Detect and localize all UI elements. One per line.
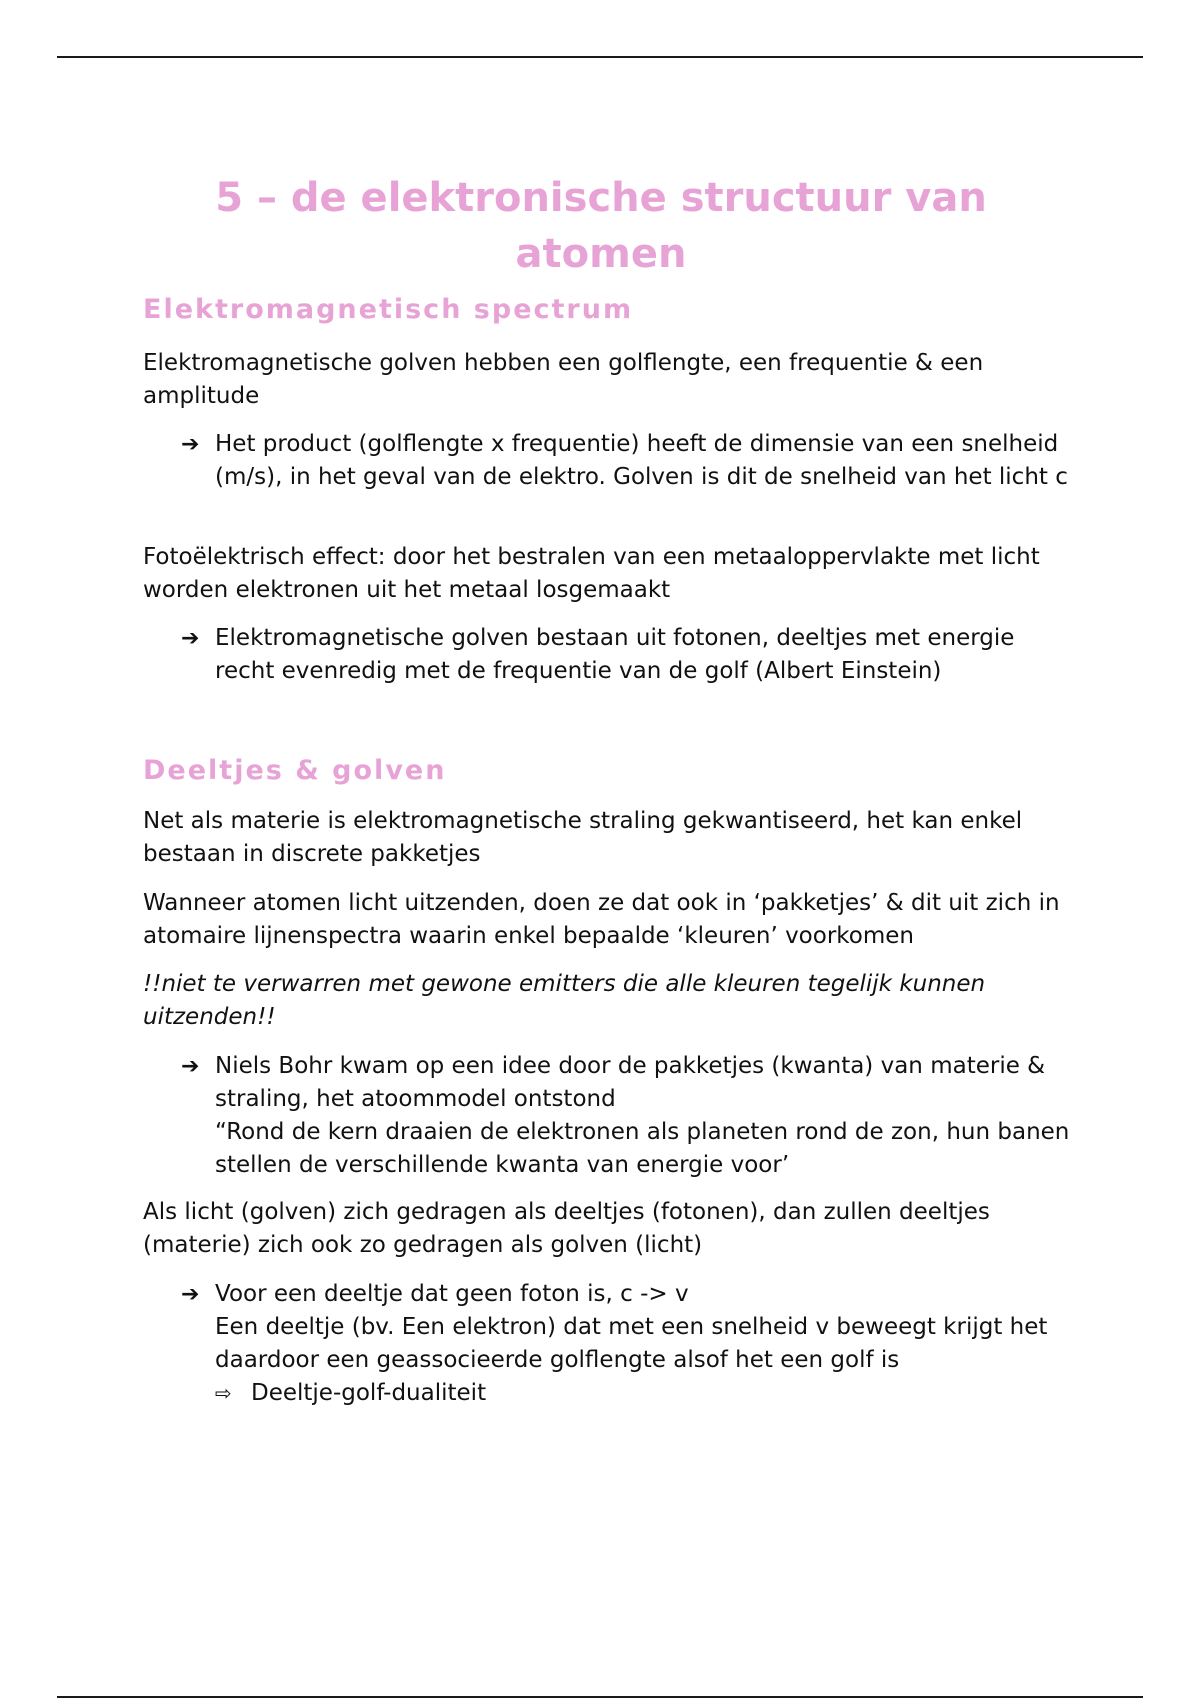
section-heading-deeltjes-golven: Deeltjes & golven <box>143 755 447 786</box>
bullet-text: Elektromagnetische golven bestaan uit fotonen, deeltjes met energie recht evenredig met de frequentie van de golf (Albert Einstein) <box>215 625 1015 684</box>
warning-note: !!niet te verwarren met gewone emitters die alle kleuren tegelijk kunnen uitzenden!! <box>143 971 986 1030</box>
paragraph: Wanneer atomen licht uitzenden, doen ze dat ook in ‘pakketjes’ & dit uit zich in atomaire lijnenspectra waarin enkel bepaalde ‘kleuren’ voorkomen <box>143 890 1060 949</box>
double-arrow-right-icon: ⇨ <box>215 1381 232 1405</box>
bullet-item <box>181 428 1081 494</box>
bullet-text <box>215 1278 1081 1410</box>
header-rule <box>57 56 1143 58</box>
bullet-quote: “Rond de kern draaien de elektronen als planeten rond de zon, hun banen stellen de verschillende kwanta van energie voor’ <box>215 1119 1070 1178</box>
bullet-line: Niels Bohr kwam op een idee door de pakketjes (kwanta) van materie & straling, het atoommodel ontstond <box>215 1053 1046 1112</box>
bullet-text: Het product (golflengte x frequentie) heeft de dimensie van een snelheid (m/s), in het geval van de elektro. Golven is dit de snelheid van het licht c <box>215 431 1068 490</box>
sub-bullet-item <box>215 1377 1081 1410</box>
bullet-item <box>181 1278 1081 1410</box>
arrow-right-icon: ➔ <box>181 432 200 457</box>
bullet-item <box>181 622 1081 688</box>
page-title: 5 – de elektronische structuur van atomen <box>215 175 987 277</box>
arrow-right-icon: ➔ <box>181 1282 200 1307</box>
footer-rule <box>57 1696 1143 1698</box>
section-heading-elektromagnetisch-spectrum: Elektromagnetisch spectrum <box>143 294 634 325</box>
paragraph: Elektromagnetische golven hebben een golflengte, een frequentie & een amplitude <box>143 350 984 409</box>
sub-bullet-text: Deeltje-golf-dualiteit <box>251 1380 487 1406</box>
paragraph: Als licht (golven) zich gedragen als deeltjes (fotonen), dan zullen deeltjes (materie) zich ook zo gedragen als golven (licht) <box>143 1199 990 1258</box>
bullet-item <box>181 1050 1081 1182</box>
arrow-right-icon: ➔ <box>181 1054 200 1079</box>
paragraph: Fotoëlektrisch effect: door het bestralen van een metaaloppervlakte met licht worden elektronen uit het metaal losgemaakt <box>143 544 1040 603</box>
bullet-text <box>215 1050 1081 1182</box>
arrow-right-icon: ➔ <box>181 626 200 651</box>
bullet-line: Voor een deeltje dat geen foton is, c -> v <box>215 1281 689 1307</box>
bullet-line: Een deeltje (bv. Een elektron) dat met een snelheid v beweegt krijgt het daardoor een geassocieerde golflengte alsof het een golf is <box>215 1314 1048 1373</box>
paragraph: Net als materie is elektromagnetische straling gekwantiseerd, het kan enkel bestaan in discrete pakketjes <box>143 808 1023 867</box>
